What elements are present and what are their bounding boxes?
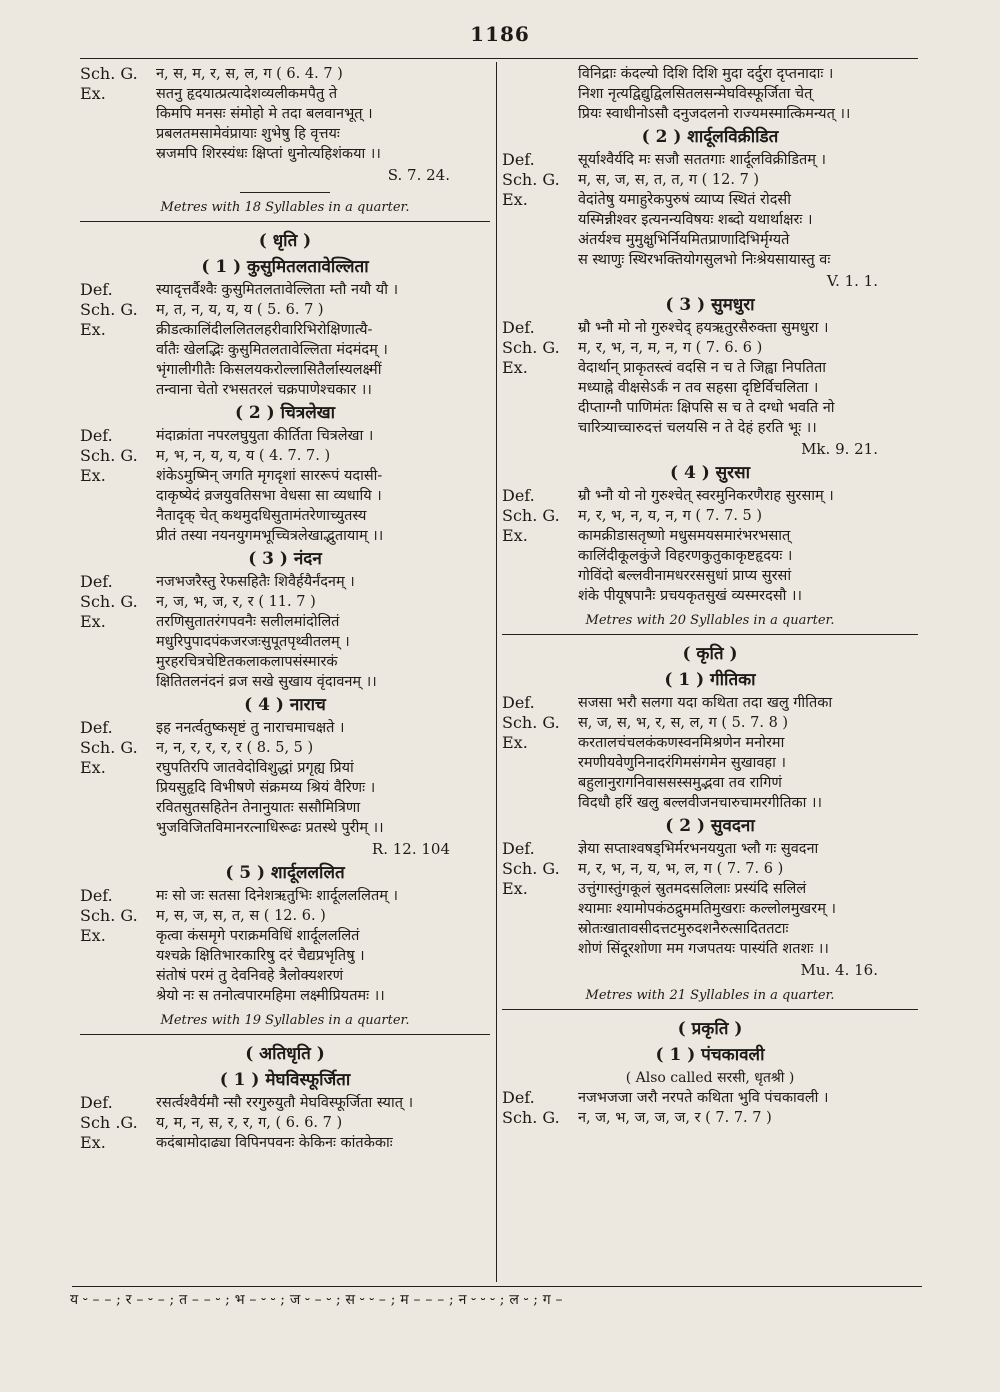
row-label: Sch. G. — [502, 859, 560, 878]
row-text: सूर्याश्वैर्यदि मः सजौ सततगाः शार्दूलविक्रीडितम् । — [578, 152, 826, 168]
entry-row — [502, 879, 918, 899]
verse-line: निशा नृत्यद्विद्युद्विलसितलसन्मेघविस्फूर्जिता चेत् — [578, 86, 813, 102]
left-column — [80, 64, 490, 1153]
section-heading: Metres with 21 Syllables in a quarter. — [502, 985, 918, 1010]
row-label: Sch. G. — [502, 506, 560, 525]
source-reference: Mu. 4. 16. — [800, 961, 878, 979]
row-text: न, ज, भ, ज, र, र ( 11. 7 ) — [156, 594, 316, 610]
row-label: Def. — [80, 280, 113, 299]
entry-row — [502, 190, 918, 210]
row-text: सजसा भरौ सलगा यदा कथिता तदा खलु गीतिका — [578, 695, 833, 711]
verse-line: भृंगालीगीतैः किसलयकरोल्लासितैर्लास्यलक्ष्मीं — [156, 362, 382, 378]
row-text: तरणिसुतातरंगपवनैः सलीलमांदोलितं — [156, 614, 340, 630]
short-rule — [240, 192, 330, 193]
entry-row — [80, 426, 490, 446]
metre-title: ( 2 ) चित्रलेखा — [234, 403, 336, 423]
entry-row — [80, 446, 490, 466]
row-text: कामक्रीडासतृष्णो मधुसमयसमारंभरभसात् — [578, 528, 791, 544]
verse-line: स स्थाणुः स्थिरभक्तियोगसुलभो निःश्रेयसायास्तु वः — [578, 252, 831, 268]
entry-row — [80, 300, 490, 320]
row-text: वेदांतेषु यमाहुरेकपुरुषं व्याप्य स्थितं रोदसी — [578, 192, 791, 208]
verse-line: मुरहरचित्रचेष्टितकलाकलापसंस्मारकं — [156, 654, 338, 670]
source-reference: S. 7. 24. — [387, 166, 450, 184]
row-label: Def. — [502, 318, 535, 337]
page-number: 1186 — [470, 22, 530, 46]
entry-row — [502, 150, 918, 170]
entry-row — [80, 1113, 490, 1133]
entry-row — [80, 1093, 490, 1113]
row-label: Ex. — [80, 320, 106, 339]
row-text: ज्ञेया सप्ताश्वषड्भिर्मरभनययुता भ्लौ गः सुवदना — [578, 841, 819, 857]
verse-line: संतोषं परमं तु देवनिवहे त्रैलोक्यशरणं — [156, 968, 344, 984]
verse-line: शंके पीयूषपानैः प्रचयकृतसुखं व्यस्मरदसौ ।। — [578, 588, 802, 604]
row-text: क्रीडत्कालिंदीललितलहरीवारिभिरोक्षिणात्यै- — [156, 322, 373, 338]
row-label: Ex. — [502, 733, 528, 752]
prosody-key-footer: य ⏑ – – ; र – ⏑ – ; त – – ⏑ ; भ – ⏑ ⏑ ; ज ⏑ – ⏑ ; स ⏑ ⏑ – ; म – – – ; न ⏑ ⏑ ⏑ ; ल ⏑ ; ग – — [70, 1292, 563, 1308]
verse-line: विनिद्राः कंदल्यो दिशि दिशि मुदा दर्दुरा दृप्तनादाः । — [578, 66, 834, 82]
metre-title: ( अतिधृति ) — [245, 1044, 325, 1064]
row-label: Ex. — [502, 190, 528, 209]
row-label: Def. — [502, 839, 535, 858]
entry-row — [502, 506, 918, 526]
verse-line: क्षितितलनंदनं व्रज सखे सुखाय वृंदावनम् ।। — [156, 674, 377, 690]
verse-line: यस्मिन्नीश्वर इत्यनन्यविषयः शब्दो यथार्थाक्षरः । — [578, 212, 813, 228]
row-label: Ex. — [80, 466, 106, 485]
metre-note: ( Also called सरसी, धृतश्री ) — [625, 1070, 795, 1086]
row-text: म्रौ भ्नौ मो नो गुरुश्चेद् हयऋतुरसैरुक्ता सुमधुरा । — [578, 320, 829, 336]
verse-line: मध्याह्ने वीक्षसेऽर्कं न तव सहसा दृष्टिर्विचलिता । — [578, 380, 819, 396]
verse-line: किमपि मनसः संमोहो मे तदा बलवानभूत् । — [156, 106, 373, 122]
entry-row — [502, 358, 918, 378]
entry-row — [502, 486, 918, 506]
row-label: Sch. G. — [502, 1108, 560, 1127]
entry-row — [80, 926, 490, 946]
metre-title: ( 4 ) सुरसा — [669, 463, 750, 483]
entry-row — [502, 693, 918, 713]
row-text: न, न, र, र, र, र ( 8. 5, 5 ) — [156, 740, 314, 756]
row-label: Def. — [80, 718, 113, 737]
metre-title: ( 2 ) शार्दूलविक्रीडित — [641, 127, 779, 147]
row-text: न, ज, भ, ज, ज, ज, र ( 7. 7. 7 ) — [578, 1110, 772, 1126]
bottom-rule — [72, 1286, 922, 1287]
row-label: Ex. — [80, 84, 106, 103]
metre-title: ( 4 ) नाराच — [244, 695, 326, 715]
row-label: Ex. — [502, 879, 528, 898]
entry-row — [80, 84, 490, 104]
entry-row — [502, 733, 918, 753]
row-text: म, र, भ, न, म, न, ग ( 7. 6. 6 ) — [578, 340, 763, 356]
row-text: म, भ, न, य, य, य ( 4. 7. 7. ) — [156, 448, 331, 464]
verse-line: दाकृष्येदं व्रजयुवतिसभा वेधसा सा व्यधायि । — [156, 488, 382, 504]
row-text: म, र, भ, न, य, न, ग ( 7. 7. 5 ) — [578, 508, 763, 524]
verse-line: तन्वाना चेतो रभसतरलं चक्रपाणेश्चकार ।। — [156, 382, 372, 398]
row-label: Sch. G. — [80, 906, 138, 925]
row-label: Def. — [502, 693, 535, 712]
verse-line: स्रोतःखातावसीदत्तटमुरुदशनैरुत्सादिततटाः — [578, 921, 789, 937]
entry-row — [80, 758, 490, 778]
row-text: रसर्त्वश्वैर्यमौ न्सौ ररगुरुयुतौ मेघविस्फूर्जिता स्यात् । — [156, 1095, 414, 1111]
entry-row — [502, 318, 918, 338]
row-text: सतनु हृदयात्प्रत्यादेशव्यलीकमपैतु ते — [156, 86, 338, 102]
entry-row — [502, 1088, 918, 1108]
metre-title: ( 2 ) सुवदना — [665, 816, 755, 836]
metre-title: ( 1 ) कुसुमितलतावेल्लिता — [201, 257, 369, 277]
row-label: Sch. G. — [502, 713, 560, 732]
metre-title: ( 3 ) नंदन — [248, 549, 322, 569]
entry-row — [80, 612, 490, 632]
top-rule — [80, 58, 918, 59]
entry-row — [80, 592, 490, 612]
verse-line: विदधौ हरिं खलु बल्लवीजनचारुचामरगीतिका ।। — [578, 795, 822, 811]
column-divider — [496, 62, 497, 1282]
metre-title: ( 3 ) सुमधुरा — [665, 295, 755, 315]
verse-line: रमणीयवेणुनिनादरंगिमसंगमेन सुखावहा । — [578, 755, 786, 771]
entry-row — [80, 886, 490, 906]
entry-row — [80, 280, 490, 300]
row-text: नजभजजा जरौ नरपते कथिता भुवि पंचकावली । — [578, 1090, 829, 1106]
entry-row — [502, 859, 918, 879]
verse-line: यश्चक्रे क्षितिभारकारिषु दरं चैद्यप्रभृतिषु । — [156, 948, 365, 964]
row-label: Def. — [80, 886, 113, 905]
row-label: Sch. G. — [80, 300, 138, 319]
row-label: Ex. — [80, 612, 106, 631]
entry-row — [502, 839, 918, 859]
verse-line: अंतर्यश्च मुमुक्षुभिर्नियमितप्राणादिभिर्मृग्यते — [578, 232, 790, 248]
row-label: Sch. G. — [80, 592, 138, 611]
row-label: Def. — [80, 1093, 113, 1112]
row-label: Ex. — [502, 358, 528, 377]
row-text: कदंबामोदाढ्या विपिनपवनः केकिनः कांतकेकाः — [156, 1135, 393, 1151]
entry-row — [80, 718, 490, 738]
row-label: Def. — [80, 572, 113, 591]
metre-title: ( कृति ) — [682, 644, 738, 664]
entry-row — [502, 170, 918, 190]
verse-line: स्रजमपि शिरस्यंधः क्षिप्तां धुनोत्यहिशंकया ।। — [156, 146, 381, 162]
row-label: Ex. — [80, 926, 106, 945]
verse-line: श्यामाः श्यामोपकंठद्रुममतिमुखराः कल्लोलमुखरम् । — [578, 901, 836, 917]
right-column — [502, 64, 918, 1128]
verse-line: प्रीतं तस्या नयनयुगमभूच्चित्रलेखाद्भुतायाम् ।। — [156, 528, 384, 544]
row-text: स, ज, स, भ, र, स, ल, ग ( 5. 7. 8 ) — [578, 715, 789, 731]
row-label: Def. — [502, 486, 535, 505]
verse-line: शोणं सिंदूरशोणा मम गजपतयः पास्यंति शतशः ।। — [578, 941, 829, 957]
row-text: शंकेऽमुष्मिन् जगति मृगदृशां साररूपं यदासी- — [156, 468, 383, 484]
row-text: म, स, ज, स, त, त, ग ( 12. 7 ) — [578, 172, 760, 188]
verse-line: श्रेयो नः स तनोत्वपारमहिमा लक्ष्मीप्रियतमः ।। — [156, 988, 385, 1004]
row-text: मंदाक्रांता नपरलघुयुता कीर्तिता चित्रलेखा । — [156, 428, 374, 444]
row-label: Sch. G. — [502, 170, 560, 189]
metre-title: ( 1 ) पंचकावली — [655, 1045, 765, 1065]
verse-line: प्रियः स्वाधीनोऽसौ दनुजदलनो राज्यमस्मात्किमन्यत् ।। — [578, 106, 851, 122]
verse-line: दीप्ताग्नौ पाणिमंतः क्षिपसि स च ते दग्धो भवति नो — [578, 400, 835, 416]
entry-row — [502, 713, 918, 733]
row-label: Def. — [502, 150, 535, 169]
row-label: Sch .G. — [80, 1113, 138, 1132]
row-text: म, र, भ, न, य, भ, ल, ग ( 7. 7. 6 ) — [578, 861, 784, 877]
entry-row — [80, 1133, 490, 1153]
entry-row — [502, 338, 918, 358]
entry-row — [80, 320, 490, 340]
row-label: Sch. G. — [502, 338, 560, 357]
row-text: वेदार्थान् प्राकृतस्त्वं वदसि न च ते जिह्वा निपतिता — [578, 360, 827, 376]
entry-row — [502, 526, 918, 546]
row-text: म, स, ज, स, त, स ( 12. 6. ) — [156, 908, 326, 924]
source-reference: V. 1. 1. — [826, 272, 878, 290]
verse-line: प्रबलतमसामेवंप्रायाः शुभेषु हि वृत्तयः — [156, 126, 340, 142]
source-reference: R. 12. 104 — [371, 840, 450, 858]
row-label: Def. — [80, 426, 113, 445]
verse-line: प्रियसुहृदि विभीषणे संक्रमय्य श्रियं वैरिणः । — [156, 780, 376, 796]
verse-line: चारित्र्याच्चारुदत्तं चलयसि न ते देहं हरति भूः ।। — [578, 420, 817, 436]
entry-row — [80, 572, 490, 592]
verse-line: नैतादृक् चेत् कथमुदधिसुतामंतरेणाच्युतस्य — [156, 508, 367, 524]
row-label: Def. — [502, 1088, 535, 1107]
row-text: रघुपतिरपि जातवेदोविशुद्धां प्रगृह्य प्रियां — [156, 760, 354, 776]
row-text: म्रौ भ्नौ यो नो गुरुश्चेत् स्वरमुनिकरणैराह सुरसाम् । — [578, 488, 834, 504]
row-text: उत्तुंगास्तुंगकूलं स्रुतमदसलिलाः प्रस्यंदि सलिलं — [578, 881, 807, 897]
entry-row — [502, 1108, 918, 1128]
row-label: Ex. — [80, 1133, 106, 1152]
row-text: नजभजरैस्तु रेफसहितैः शिवैर्हयैर्नंदनम् । — [156, 574, 355, 590]
source-reference: Mk. 9. 21. — [801, 440, 878, 458]
row-label: Sch. G. — [80, 64, 138, 83]
entry-row — [80, 466, 490, 486]
row-text: करतालचंचलकंकणस्वनमिश्रणेन मनोरमा — [578, 735, 785, 751]
row-text: स्यादृत्तर्वैश्वैः कुसुमितलतावेल्लिता म्तौ नयौ यौ । — [156, 282, 399, 298]
metre-title: ( 1 ) गीतिका — [664, 670, 756, 690]
row-text: कृत्वा कंसमृगे पराक्रमविधिं शार्दूलललितं — [156, 928, 360, 944]
entry-row — [80, 64, 490, 84]
metre-title: ( 5 ) शार्दूलललित — [225, 863, 345, 883]
verse-line: मधुरिपुपादपंकजरजःसुपूतपृथ्वीतलम् । — [156, 634, 350, 650]
row-text: य, म, न, स, र, र, ग, ( 6. 6. 7 ) — [156, 1115, 343, 1131]
verse-line: कालिंदीकूलकुंजे विहरणकुतुकाकृष्टहृदयः । — [578, 548, 793, 564]
verse-line: भुजविजितविमानरत्नाधिरूढः प्रतस्थे पुरीम् ।। — [156, 820, 384, 836]
entry-row — [80, 738, 490, 758]
row-label: Sch. G. — [80, 738, 138, 757]
verse-line: र्वातैः खेलद्भिः कुसुमितलतावेल्लिता मंदमंदम् । — [156, 342, 388, 358]
row-text: न, स, म, र, स, ल, ग ( 6. 4. 7 ) — [156, 66, 343, 82]
metre-title: ( धृति ) — [258, 231, 312, 251]
section-heading: Metres with 20 Syllables in a quarter. — [502, 610, 918, 635]
row-text: इह ननर्त्वतुष्कसृष्टं तु नाराचमाचक्षते । — [156, 720, 345, 736]
row-label: Ex. — [502, 526, 528, 545]
verse-line: रवितसुतसहितेन तेनानुयातः ससौमित्रिणा — [156, 800, 361, 816]
metre-title: ( प्रकृति ) — [677, 1019, 743, 1039]
row-text: मः सो जः सतसा दिनेशऋतुभिः शार्दूलललितम् । — [156, 888, 398, 904]
section-heading: Metres with 18 Syllables in a quarter. — [80, 197, 490, 222]
metre-title: ( 1 ) मेघविस्फूर्जिता — [219, 1070, 351, 1090]
verse-line: गोविंदो बल्लवीनामधररससुधां प्राप्य सुरसां — [578, 568, 792, 584]
row-text: म, त, न, य, य, य ( 5. 6. 7 ) — [156, 302, 324, 318]
verse-line: बहुलानुरागनिवाससस्समुद्भवा तव रागिणं — [578, 775, 782, 791]
row-label: Ex. — [80, 758, 106, 777]
row-label: Sch. G. — [80, 446, 138, 465]
entry-row — [80, 906, 490, 926]
section-heading: Metres with 19 Syllables in a quarter. — [80, 1010, 490, 1035]
